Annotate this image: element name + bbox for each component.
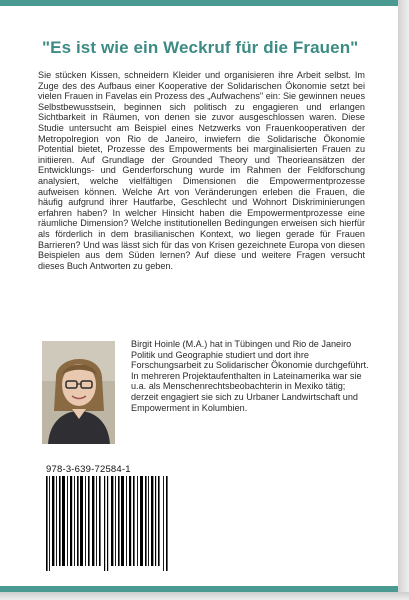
book-bottom-edge	[0, 592, 409, 600]
book-spine-edge	[398, 0, 409, 600]
author-photo	[42, 341, 115, 444]
cover-title: "Es ist wie ein Weckruf für die Frauen"	[42, 38, 359, 57]
barcode-box	[42, 464, 174, 571]
blurb-text: Sie stücken Kissen, schneidern Kleider und organisieren ihre Arbeit selbst. Im Zuge des des Aufbaus einer Kooperative der Solidarischen Ökonomie setzt bei vielen Frauen in Favelas ein Prozess des „Aufwachens" ein: Sie gewinnen neues Selbstbewusstsein, beginnen sich politisch zu engagieren und erlangen Sichtbarkeit in Räumen, von denen sie zuvor ausgeschlossen waren. Diese Studie untersucht am Beispiel eines Netzwerks von Frauenkooperativen der Metropolregion von Rio de Janeiro, inwiefern die Solidarische Ökonomie Potential bietet, Prozesse des Empowerments bei marginalisierten Frauen zu initiieren. Auf Grundlage der Grounded Theory und Theorieansätzen der Entwicklungs- und Genderforschung wurde im Rahmen der Feldforschung analysiert, welche vielfältigen Dimensionen die Empowermentprozesse aufweisen können. Welche Art von Veränderungen erleben die Frauen, die häufig aufgrund ihrer Hautfarbe, Geschlecht und Wohnort Diskriminierungen erfahren haben? In welcher Hinsicht haben die Empowermentprozesse eine räumliche Dimension? Welche institutionellen Bedingungen erweisen sich hierfür als förderlich in dem brasilianischen Kontext, wo liegen gerade für Frauen Barrieren? Und was lässt sich für das von Krisen gezeichnete Europa von diesen Beispielen aus dem Süden lernen? Auf diese und weitere Fragen versucht dieses Buch Antworten zu geben.	[38, 70, 365, 271]
author-bio: Birgit Hoinle (M.A.) hat in Tübingen und Rio de Janeiro Politik und Geographie studiert und dort ihre Forschungsarbeit zu Solidarischer Ökonomie durchgeführt. In mehreren Projektaufenthalten in Lateinamerika war sie u.a. als Menschenrechtsbeobachterin in Mexiko tätig; derzeit engagiert sie sich zu Urbaner Landwirtschaft und Empowerment in Kolumbien.	[131, 339, 369, 413]
barcode-icon	[42, 476, 174, 571]
author-portrait-image	[42, 341, 115, 444]
top-accent-bar	[0, 0, 398, 6]
isbn-number: 978-3-639-72584-1	[46, 464, 131, 475]
